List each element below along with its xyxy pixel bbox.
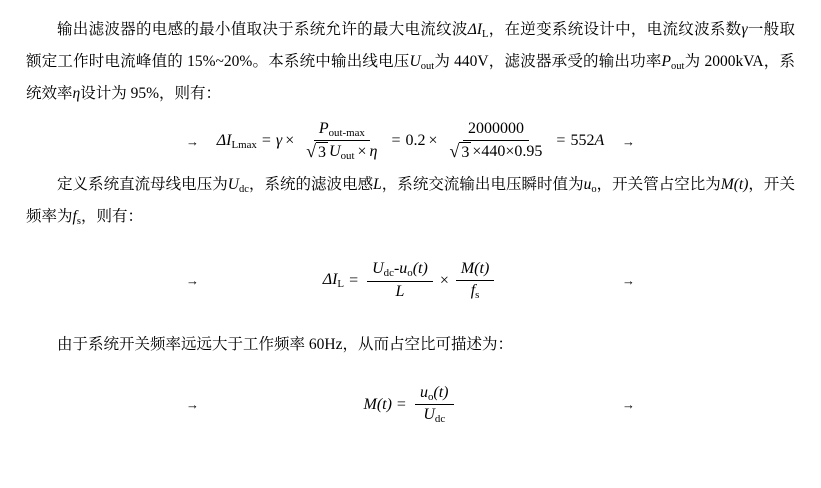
eq1-frac1-numerator: $P_{out-max}$ [314,120,370,142]
eq1-result: 552 [570,132,595,150]
p2-L: L [373,176,382,194]
eq1-equals-1: = [261,132,271,150]
eq3-fraction [415,384,454,426]
equation-2-line [26,259,795,303]
equation-1 [217,120,604,163]
p2-fs: $f_s$ [72,208,81,227]
eq2-times: × [439,271,449,289]
p2-Mt: M(t) [720,176,749,194]
eq3-equals: = [396,395,406,413]
eq2-fraction-1 [367,260,433,301]
p1-text-f: 设计为 95%，则有： [80,84,222,102]
eq2-equals: = [349,271,359,289]
equation-3-arrow-left: → [186,397,199,413]
eq2-frac1-numerator: $U_{dc}-u_o(t)$ [367,260,433,282]
p2-text-b: ，系统的滤波电感 [248,176,374,194]
eq1-gamma: γ [275,132,283,150]
p2-text-e: ，开关频率为 [26,176,795,226]
eq1-equals-2: = [391,132,401,150]
eq1-equals-3: = [556,132,566,150]
p1-text-c: 一般取额定工作时电流峰值的 15%~20%。本系统中输出线电压 [26,21,795,70]
p1-eta: η [72,84,81,102]
equation-1-arrow-left: → [186,133,199,149]
equation-3-line [26,383,795,427]
equation-3-arrow-right: → [622,397,635,413]
eq2-fraction-2 [456,260,494,301]
p1-text-a: 输出滤波器的电感的最小值取决于系统允许的最大电流纹波 [57,21,468,38]
p2-text-f: ，则有： [80,208,143,226]
equation-1-arrow-right: → [622,133,635,149]
eq1-fraction-2 [445,120,548,162]
eq2-frac2-numerator: M(t) [456,260,494,280]
eq1-times-1: × [285,132,295,150]
p1-text-d: 为 440V，滤波器承受的输出功率 [434,52,662,70]
eq1-times-2: × [428,132,438,150]
p1-text-e: 为 2000kVA，系统效率 [26,52,795,102]
p1-Pout: $P_{out}$ [661,52,685,72]
p2-text-c: ，系统交流输出电压瞬时值为 [381,176,584,194]
equation-3 [363,384,457,426]
eq2-frac2-denominator: $f_s$ [470,281,480,301]
eq3-frac-numerator: $u_o(t)$ [415,384,454,406]
eq1-frac1-denominator: √ 3 $U_{out} \times \eta$ [306,141,378,163]
paragraph-3 [26,329,795,361]
eq1-lhs: $\Delta I_{Lmax}$ [216,131,257,151]
p3-text: 由于系统开关频率远远大于工作频率 60Hz，从而占空比可描述为： [57,335,513,353]
p2-text-d: ，开关管占空比为 [596,176,721,194]
p1-delta-IL: $\Delta I_L$ [467,21,489,40]
p1-Uout: $U_{out}$ [409,52,435,72]
eq1-sqrt-3: √ 3 [306,141,327,162]
p1-gamma: γ [741,21,748,38]
equation-2-arrow-left: → [186,273,199,289]
p2-text-a: 定义系统直流母线电压为 [57,176,228,194]
p2-uo: $u_o$ [583,176,597,196]
p1-text-b: ，在逆变系统设计中，电流纹波系数 [488,21,742,38]
eq1-frac2-numerator: 2000000 [463,120,529,140]
equation-2-arrow-right: → [622,273,635,289]
p2-Udc: $U_{dc}$ [227,176,249,196]
eq2-frac1-denominator: L [395,282,405,300]
eq1-unit: A [594,132,605,150]
paragraph-1 [26,14,795,109]
eq3-lhs: M(t) [363,395,392,413]
paragraph-2 [26,169,795,233]
eq2-lhs: $\Delta I_L$ [322,271,345,291]
equation-1-line [26,119,795,163]
eq3-frac-denominator: $U_{dc}$ [423,406,446,426]
eq1-frac2-denominator: √ 3 ×440×0.95 [449,140,543,161]
eq1-sqrt-3b: √ 3 [449,140,470,161]
equation-2 [323,260,499,301]
eq1-fraction-1 [301,120,382,163]
eq1-coefficient: 0.2 [405,132,426,150]
